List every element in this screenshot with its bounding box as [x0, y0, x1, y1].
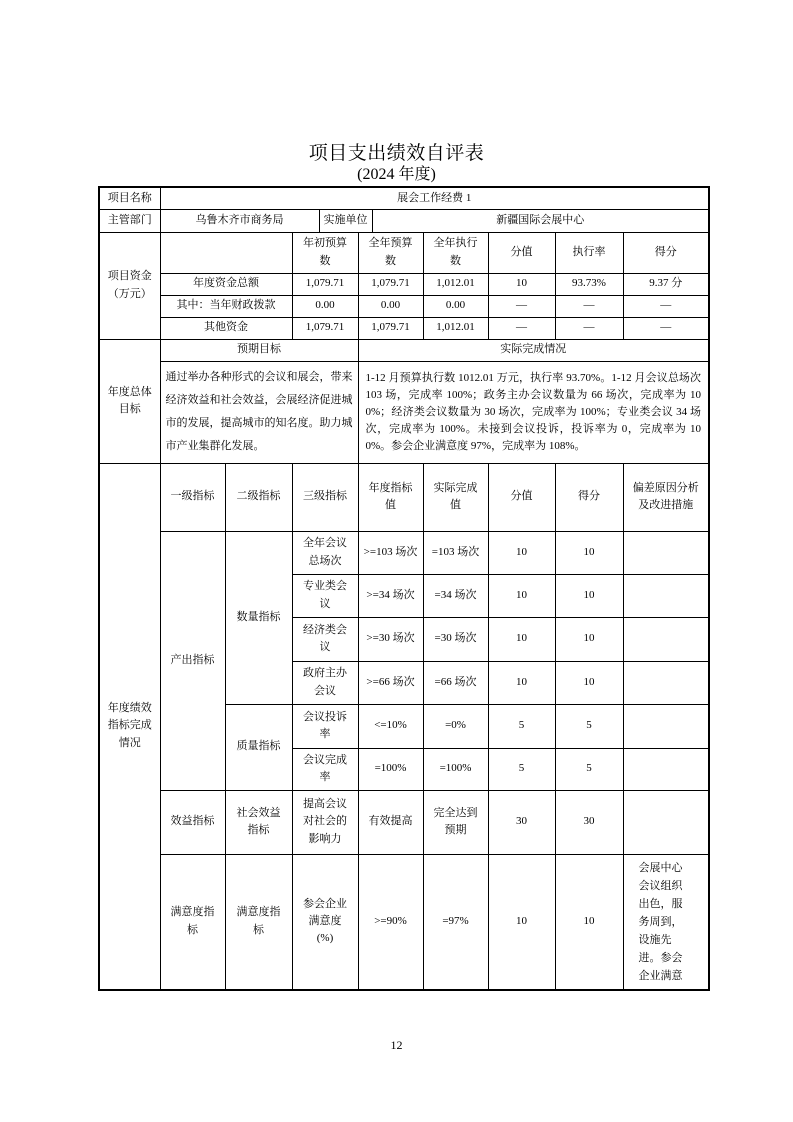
- indicator-deviation: [623, 661, 709, 704]
- indicator-header-target: 年度指标值: [358, 463, 423, 531]
- funding-cell: —: [488, 295, 555, 317]
- indicator-points: 5: [488, 748, 555, 790]
- funding-cell: —: [555, 317, 623, 339]
- indicator-level3: 会议完成率: [292, 748, 358, 790]
- table-row: [99, 361, 709, 463]
- funding-cell: 9.37 分: [623, 273, 709, 295]
- table-row: [99, 209, 709, 232]
- indicator-target: >=66 场次: [358, 661, 423, 704]
- indicator-points: 10: [488, 617, 555, 661]
- indicator-actual: =0%: [423, 704, 488, 748]
- indicator-target: >=34 场次: [358, 574, 423, 617]
- goal-section-label: 年度总体目标: [99, 339, 160, 463]
- unit-value: 新疆国际会展中心: [372, 209, 709, 232]
- funding-cell: 1,079.71: [292, 273, 358, 295]
- indicator-actual: =103 场次: [423, 531, 488, 574]
- indicator-score: 5: [555, 748, 623, 790]
- level2-satisfaction: 满意度指标: [225, 854, 292, 990]
- level2-quantity: 数量指标: [225, 531, 292, 704]
- indicator-level3: 全年会议总场次: [292, 531, 358, 574]
- indicator-deviation: [623, 790, 709, 854]
- funding-section-label: 项目资金（万元）: [99, 232, 160, 339]
- funding-cell: —: [488, 317, 555, 339]
- self-evaluation-table: [98, 186, 710, 991]
- level1-benefit: 效益指标: [160, 790, 225, 854]
- level1-output: 产出指标: [160, 531, 225, 790]
- funding-row-name: 其中：当年财政拨款: [160, 295, 292, 317]
- indicator-level3: 政府主办会议: [292, 661, 358, 704]
- indicator-score: 10: [555, 661, 623, 704]
- indicator-target: 有效提高: [358, 790, 423, 854]
- project-name-label: 项目名称: [99, 187, 160, 209]
- indicator-score: 10: [555, 617, 623, 661]
- dept-label: 主管部门: [99, 209, 160, 232]
- funding-cell: 1,079.71: [292, 317, 358, 339]
- goal-actual-header: 实际完成情况: [358, 339, 709, 361]
- indicator-actual: =97%: [423, 854, 488, 990]
- funding-row-name: 其他资金: [160, 317, 292, 339]
- indicator-target: >=30 场次: [358, 617, 423, 661]
- indicator-score: 10: [555, 854, 623, 990]
- indicator-actual: =66 场次: [423, 661, 488, 704]
- indicator-points: 10: [488, 661, 555, 704]
- indicator-header-level3: 三级指标: [292, 463, 358, 531]
- indicator-target: =100%: [358, 748, 423, 790]
- funding-cell: 93.73%: [555, 273, 623, 295]
- indicator-level3: 经济类会议: [292, 617, 358, 661]
- dept-value: 乌鲁木齐市商务局: [160, 209, 319, 232]
- page-number: 12: [390, 1038, 403, 1052]
- table-row: [99, 790, 709, 854]
- indicator-points: 10: [488, 531, 555, 574]
- funding-cell: 0.00: [423, 295, 488, 317]
- indicator-header-points: 分值: [488, 463, 555, 531]
- indicator-actual: 完全达到预期: [423, 790, 488, 854]
- indicator-header-actual: 实际完成值: [423, 463, 488, 531]
- table-row: [99, 295, 709, 317]
- indicator-header-level2: 二级指标: [225, 463, 292, 531]
- funding-row-name: 年度资金总额: [160, 273, 292, 295]
- indicator-points: 30: [488, 790, 555, 854]
- level2-quality: 质量指标: [225, 704, 292, 790]
- funding-col-initial-budget: 年初预算数: [292, 232, 358, 273]
- indicator-level3: 会议投诉率: [292, 704, 358, 748]
- funding-cell: 10: [488, 273, 555, 295]
- funding-cell: 1,079.71: [358, 317, 423, 339]
- funding-cell: 0.00: [292, 295, 358, 317]
- indicator-level3: 专业类会议: [292, 574, 358, 617]
- funding-cell: 0.00: [358, 295, 423, 317]
- indicator-target: >=90%: [358, 854, 423, 990]
- table-row: [99, 187, 709, 209]
- table-row: [99, 531, 709, 574]
- table-row: [99, 854, 709, 990]
- funding-cell: —: [555, 295, 623, 317]
- goal-actual-text: 1-12 月预算执行数 1012.01 万元，执行率 93.70%。1-12 月会议总场次 103 场，完成率 100%；政务主办会议数量为 66 场次，完成率为 100%；经济类会议数量为 30 场次，完成率为 100%；专业类会议 34 场次，完成率为 100%。未接到会议投诉，投诉率为 0，完成率为 100%。参会企业满意度 97%，完成率为 108%。: [358, 361, 709, 463]
- indicator-target: <=10%: [358, 704, 423, 748]
- indicator-actual: =30 场次: [423, 617, 488, 661]
- indicator-deviation: [623, 748, 709, 790]
- indicator-points: 10: [488, 854, 555, 990]
- indicator-actual: =100%: [423, 748, 488, 790]
- funding-cell: —: [623, 295, 709, 317]
- table-row: [99, 463, 709, 531]
- goal-expected-text: 通过举办各种形式的会议和展会，带来经济效益和社会效益，会展经济促进城市的发展，提高城市的知名度。助力城市产业集群化发展。: [160, 361, 358, 463]
- indicator-deviation: [623, 704, 709, 748]
- funding-cell: 1,012.01: [423, 273, 488, 295]
- project-name-value: 展会工作经费 1: [160, 187, 709, 209]
- page-title: 项目支出绩效自评表: [308, 143, 485, 164]
- funding-col-score: 得分: [623, 232, 709, 273]
- funding-col-annual-budget: 全年预算数: [358, 232, 423, 273]
- funding-cell: —: [623, 317, 709, 339]
- level1-satisfaction: 满意度指标: [160, 854, 225, 990]
- level2-social: 社会效益指标: [225, 790, 292, 854]
- unit-label: 实施单位: [319, 209, 372, 232]
- funding-col-exec-rate: 执行率: [555, 232, 623, 273]
- indicator-score: 10: [555, 574, 623, 617]
- indicator-points: 5: [488, 704, 555, 748]
- funding-name-header-empty: [160, 232, 292, 273]
- table-row: [99, 273, 709, 295]
- funding-col-executed: 全年执行数: [423, 232, 488, 273]
- indicator-deviation: [623, 617, 709, 661]
- table-row: [99, 232, 709, 273]
- indicator-header-score: 得分: [555, 463, 623, 531]
- indicator-score: 10: [555, 531, 623, 574]
- table-row: [99, 317, 709, 339]
- goal-expected-header: 预期目标: [160, 339, 358, 361]
- indicator-actual: =34 场次: [423, 574, 488, 617]
- indicator-score: 30: [555, 790, 623, 854]
- indicator-deviation: [623, 531, 709, 574]
- funding-cell: 1,079.71: [358, 273, 423, 295]
- indicator-deviation: 会展中心会议组织出色，服务周到，设施先进。参会企业满意: [623, 854, 709, 990]
- indicator-score: 5: [555, 704, 623, 748]
- indicator-target: >=103 场次: [358, 531, 423, 574]
- indicators-section-label: 年度绩效指标完成情况: [99, 463, 160, 990]
- funding-cell: 1,012.01: [423, 317, 488, 339]
- indicator-deviation: [623, 574, 709, 617]
- indicator-level3: 参会企业满意度(%): [292, 854, 358, 990]
- table-row: [99, 339, 709, 361]
- indicator-points: 10: [488, 574, 555, 617]
- indicator-level3: 提高会议对社会的影响力: [292, 790, 358, 854]
- funding-col-points: 分值: [488, 232, 555, 273]
- page-subtitle: (2024 年度): [357, 166, 436, 183]
- indicator-header-level1: 一级指标: [160, 463, 225, 531]
- indicator-header-deviation: 偏差原因分析及改进措施: [623, 463, 709, 531]
